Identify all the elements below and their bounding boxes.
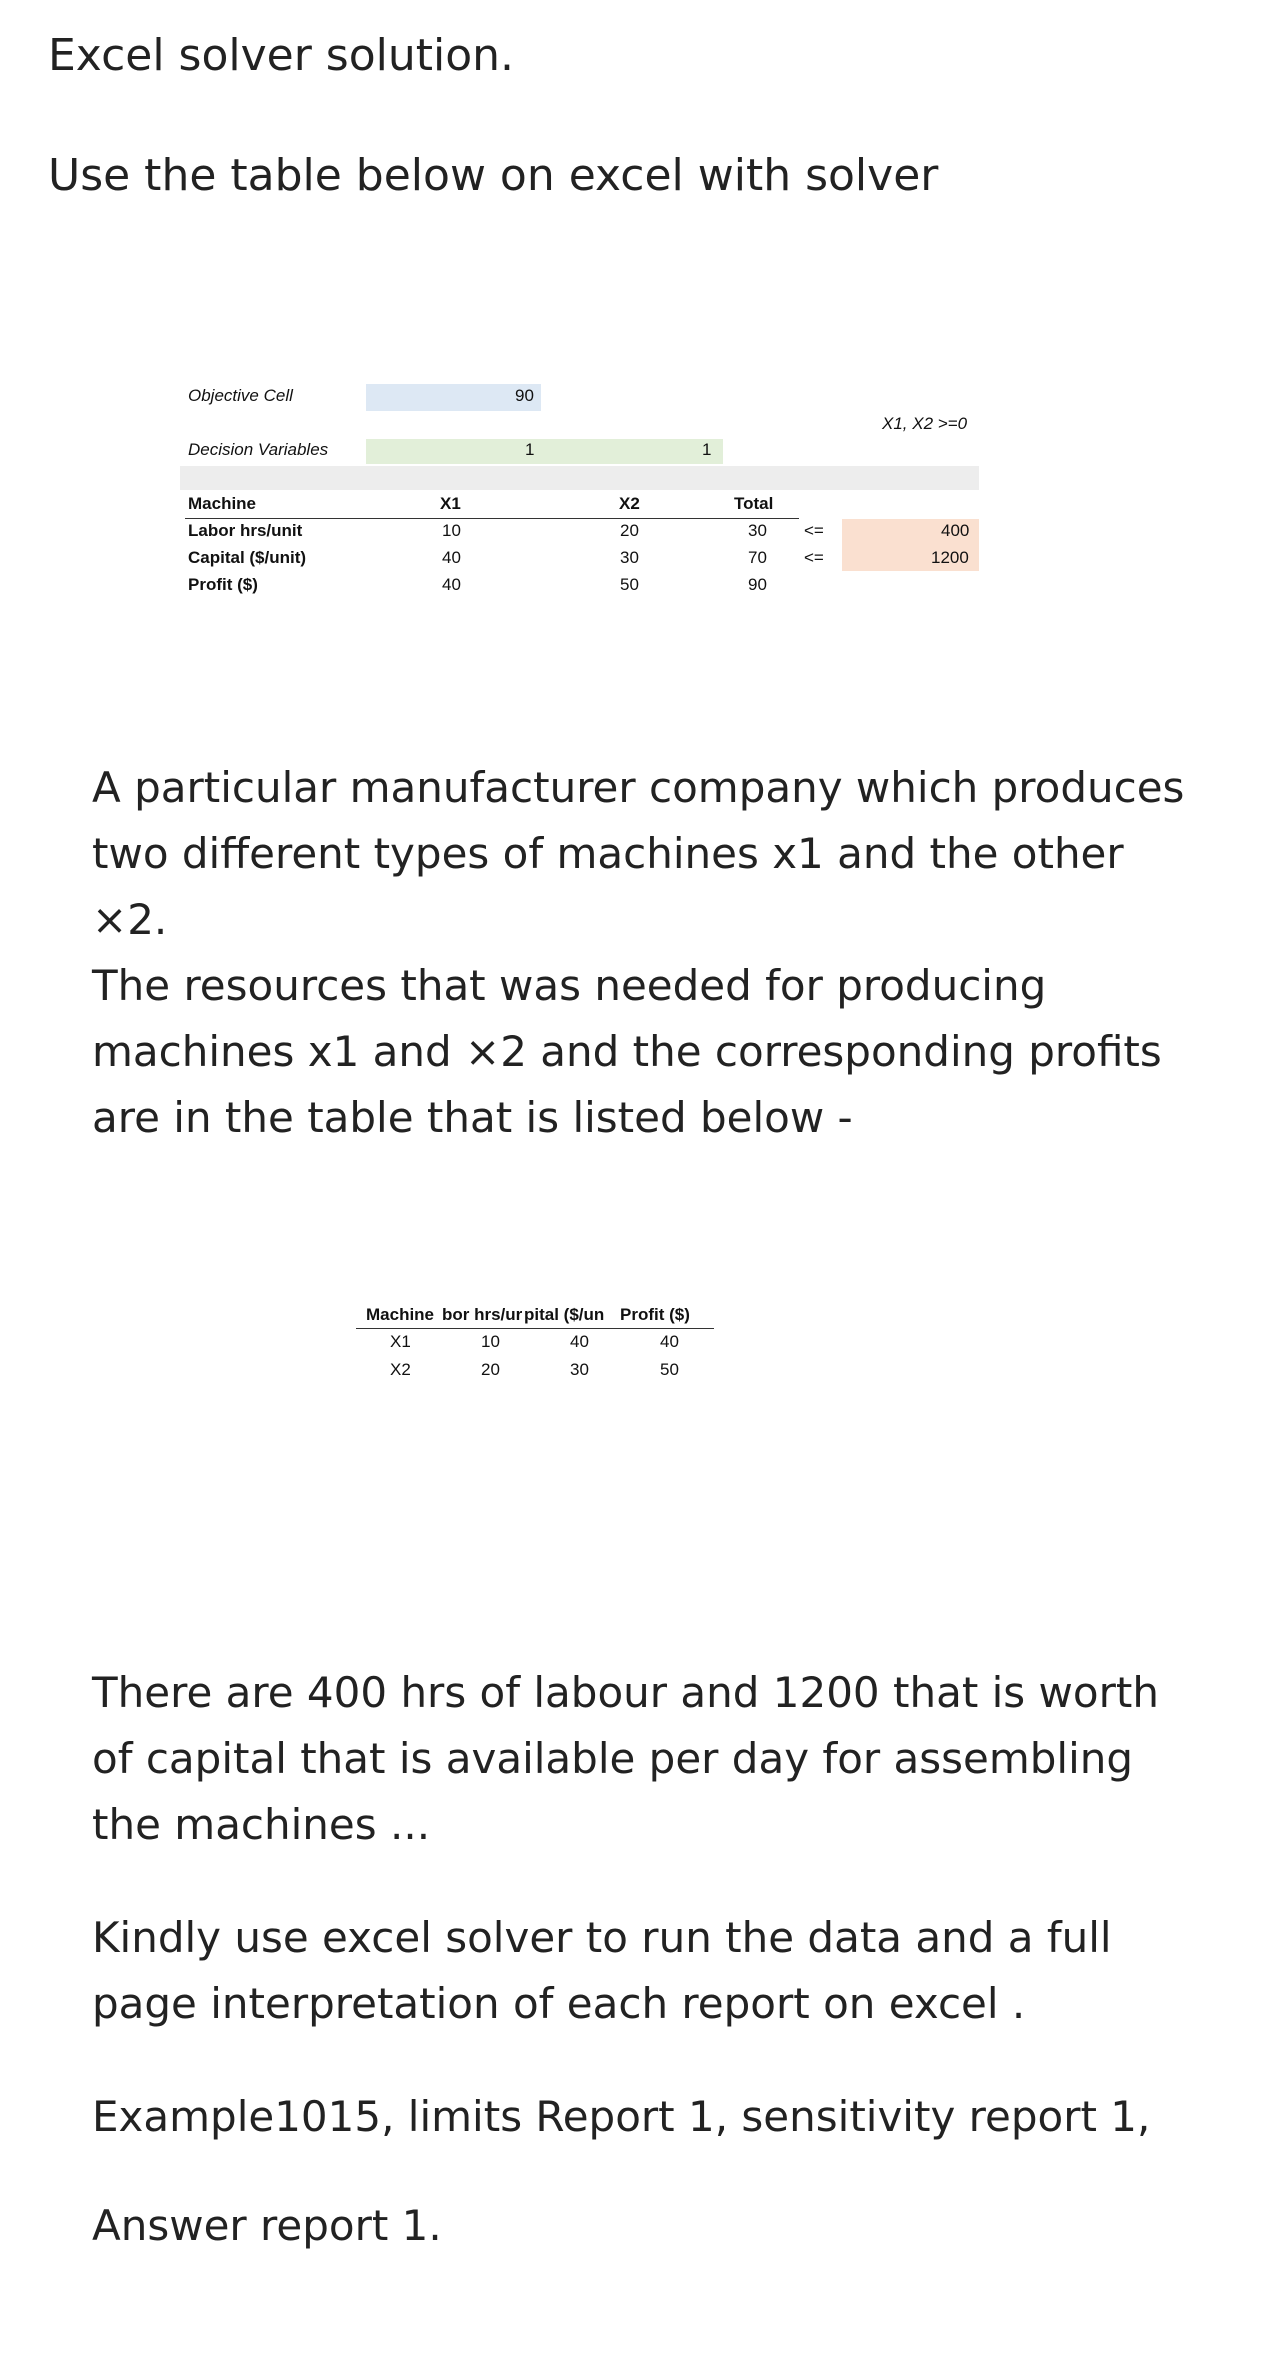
page-subtitle: Use the table below on excel with solver — [48, 150, 939, 201]
row-x2: 20 — [620, 521, 639, 540]
header-total: Total — [734, 494, 774, 513]
col-header-labor: bor hrs/ur — [442, 1305, 523, 1324]
cell-profit: 50 — [660, 1360, 679, 1379]
header-machine: Machine — [188, 494, 257, 513]
row-label: Labor hrs/unit — [188, 521, 303, 540]
header-band-fill — [180, 466, 979, 490]
paragraph-capacity: There are 400 hrs of labour and 1200 that is worth of capital that is available per day for assembling the machines ... — [92, 1668, 1159, 1849]
header-underline — [185, 518, 799, 519]
resource-table — [0, 1290, 1284, 1390]
nonnegativity-label: X1, X2 >=0 — [882, 414, 968, 433]
cell-labor: 10 — [481, 1332, 500, 1351]
cell-capital: 30 — [570, 1360, 589, 1379]
cell-machine: X1 — [390, 1332, 411, 1351]
row-label: Profit ($) — [188, 575, 258, 594]
cell-profit: 40 — [660, 1332, 679, 1351]
header-x2: X2 — [619, 494, 640, 513]
objective-cell-label: Objective Cell — [188, 386, 293, 405]
row-x1: 10 — [442, 521, 461, 540]
row-total: 30 — [748, 521, 767, 540]
row-label: Capital ($/unit) — [188, 548, 307, 567]
paragraph-request: Kindly use excel solver to run the data and a full page interpretation of each report on excel . — [92, 1913, 1112, 2028]
col-header-profit: Profit ($) — [620, 1305, 690, 1324]
row-x2: 50 — [620, 575, 639, 594]
paragraph-intro: A particular manufacturer company which produces two different types of machines x1 and the other ×2. — [92, 763, 1185, 944]
header-x1: X1 — [440, 494, 461, 513]
col-header-capital: pital ($/un — [524, 1305, 605, 1324]
decision-x1-value: 1 — [525, 440, 535, 459]
cell-capital: 40 — [570, 1332, 589, 1351]
col-header-machine: Machine — [366, 1305, 435, 1324]
row-x1: 40 — [442, 548, 461, 567]
row-operator: <= — [804, 521, 824, 540]
row-x1: 40 — [442, 575, 461, 594]
decision-variables-label: Decision Variables — [188, 440, 329, 459]
cell-machine: X2 — [390, 1360, 411, 1379]
row-total: 70 — [748, 548, 767, 567]
row-total: 90 — [748, 575, 767, 594]
row-rhs: 1200 — [931, 548, 969, 567]
paragraph-reports: Example1015, limits Report 1, sensitivity report 1, — [92, 2092, 1151, 2141]
row-x2: 30 — [620, 548, 639, 567]
decision-variables-fill — [366, 439, 723, 464]
decision-x2-value: 1 — [702, 440, 712, 459]
objective-value: 90 — [515, 386, 534, 405]
solver-model-table — [0, 0, 1284, 620]
cell-labor: 20 — [481, 1360, 500, 1379]
page-title: Excel solver solution. — [48, 30, 515, 81]
row-rhs: 400 — [941, 521, 970, 540]
table-underline — [356, 1328, 714, 1329]
paragraph-answer-report: Answer report 1. — [92, 2201, 442, 2250]
row-operator: <= — [804, 548, 824, 567]
paragraph-resources: The resources that was needed for producing machines x1 and ×2 and the corresponding profits are in the table that is listed below - — [92, 961, 1162, 1142]
